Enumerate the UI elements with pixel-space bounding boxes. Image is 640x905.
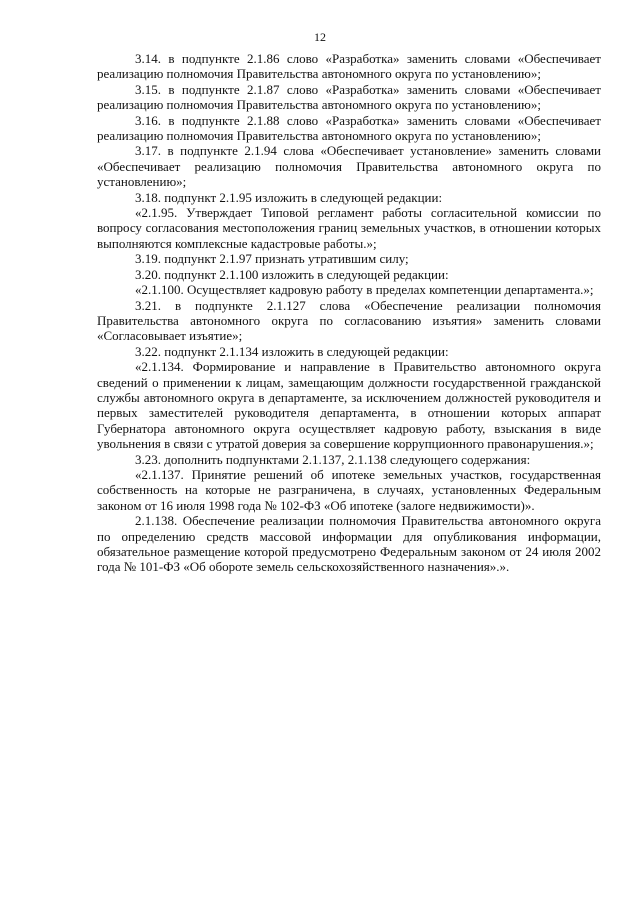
paragraph-3-14: 3.14. в подпункте 2.1.86 слово «Разработка» заменить словами «Обеспечивает реализацию полномочия Правительства автономного округа по установлению»; <box>97 51 601 82</box>
paragraph-3-20: 3.20. подпункт 2.1.100 изложить в следующей редакции: <box>135 266 449 282</box>
paragraph-2-1-95-text: «2.1.95. Утверждает Типовой регламент работы согласительной комиссии по вопросу согласования местоположения границ земельных участков, в отношении которых выполняются комплексные кадастровые работы.»; <box>97 205 601 251</box>
page-number: 12 <box>314 30 326 44</box>
document-body <box>97 51 601 575</box>
paragraph-3-21: 3.21. в подпункте 2.1.127 слова «Обеспечение реализации полномочия Правительства автономного округа по согласованию изъятия» заменить словами «Согласовывает изъятие»; <box>97 297 601 344</box>
paragraph-2-1-137-text: «2.1.137. Принятие решений об ипотеке земельных участков, государственная собственность на которые не разграничена, в случаях, установленных Федеральным законом от 16 июля 1998 года № 102-ФЗ «Об ипотеке (залоге недвижимости)». <box>97 466 601 513</box>
paragraph-3-22: 3.22. подпункт 2.1.134 изложить в следующей редакции: <box>135 343 449 359</box>
paragraph-3-18: 3.18. подпункт 2.1.95 изложить в следующей редакции: <box>135 189 443 205</box>
paragraph-3-23: 3.23. дополнить подпунктами 2.1.137, 2.1.138 следующего содержания: <box>135 451 531 467</box>
paragraph-2-1-138-text: 2.1.138. Обеспечение реализации полномочия Правительства автономного округа по определению средств массовой информации для опубликования информации, обязательное размещение которой предусмотрено Федеральным законом от 24 июля 2002 года № 101-ФЗ «Об обороте земель сельскохозяйственного назначения».». <box>97 513 601 575</box>
paragraph-2-1-100-text: «2.1.100. Осуществляет кадровую работу в пределах компетенции департамента.»; <box>135 282 594 298</box>
paragraph-3-16: 3.16. в подпункте 2.1.88 слово «Разработка» заменить словами «Обеспечивает реализацию полномочия Правительства автономного округа по установлению»; <box>97 112 601 144</box>
paragraph-2-1-134-text: «2.1.134. Формирование и направление в Правительство автономного округа сведений о применении к лицам, замещающим должности государственной гражданской службы автономного округа в департаменте, за исключением должностей руководителя и первых заместителей руководителя департамента, в отношении которых аппарат Губернатора автономного округа осуществляет кадровую работу, взыскания в виде увольнения в связи с утратой доверия за совершение коррупционного правонарушения.»; <box>97 359 601 452</box>
paragraph-3-15: 3.15. в подпункте 2.1.87 слово «Разработка» заменить словами «Обеспечивает реализацию полномочия Правительства автономного округа по установлению»; <box>97 81 601 113</box>
paragraph-3-19: 3.19. подпункт 2.1.97 признать утратившим силу; <box>135 251 409 267</box>
paragraph-3-17: 3.17. в подпункте 2.1.94 слова «Обеспечивает установление» заменить словами «Обеспечивает реализацию полномочия Правительства автономного округа по установлению»; <box>97 143 601 190</box>
